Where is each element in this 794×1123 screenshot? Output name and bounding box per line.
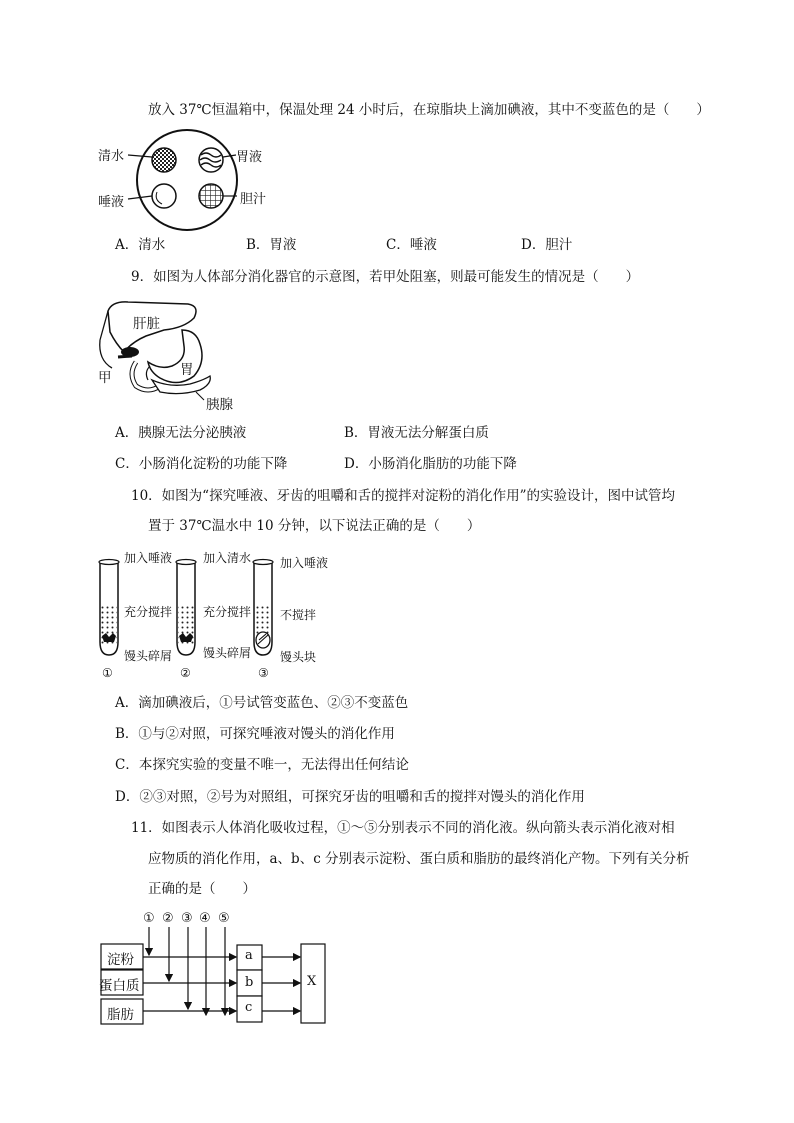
q10-option-d: D．②③对照，②号为对照组，可探究牙齿的咀嚼和舌的搅拌对馒头的消化作用 [115, 789, 585, 805]
q9-option-a: A．胰腺无法分泌胰液 [115, 425, 247, 441]
q10-option-b: B．①与②对照，可探究唾液对馒头的消化作用 [115, 726, 395, 742]
label-jia: 甲 [98, 370, 112, 386]
tube2-add: 加入清水 [203, 551, 252, 565]
fluid-5: ⑤ [218, 911, 230, 926]
q11-stem-line2: 应物质的消化作用，a、b、c 分别表示淀粉、蛋白质和脂肪的最终消化产物。下列有关分析 [148, 851, 690, 867]
label-pancreas: 胰腺 [206, 397, 233, 413]
substance-fat: 脂肪 [107, 1007, 134, 1023]
tube2-stir: 充分搅拌 [203, 605, 252, 619]
tube1-add: 加入唾液 [124, 551, 173, 565]
q8-option-d: D．胆汁 [521, 237, 573, 253]
label-liver: 肝脏 [133, 316, 160, 332]
label-saliva: 唾液 [98, 195, 125, 210]
tube1-food: 馒头碎屑 [124, 649, 173, 663]
q10-stem-line2: 置于 37℃温水中 10 分钟，以下说法正确的是（ ） [148, 518, 481, 534]
fluid-1: ① [143, 911, 155, 926]
fluid-2: ② [162, 911, 174, 926]
tube3-stir: 不搅拌 [280, 608, 317, 622]
q10-option-c: C．本探究实验的变量不唯一，无法得出任何结论 [115, 757, 409, 773]
tube3-add: 加入唾液 [280, 556, 329, 570]
q8-stem: 放入 37℃恒温箱中，保温处理 24 小时后，在琼脂块上滴加碘液，其中不变蓝色的是（ ） [148, 102, 710, 118]
tube2-food: 馒头碎屑 [203, 646, 252, 660]
q9-stem: 9．如图为人体部分消化器官的示意图，若甲处阻塞，则最可能发生的情况是（ ） [131, 269, 640, 285]
substance-protein: 蛋白质 [99, 978, 140, 994]
q9-option-b: B．胃液无法分解蛋白质 [344, 425, 489, 441]
label-bile: 胆汁 [240, 192, 267, 207]
fluid-4: ④ [199, 911, 211, 926]
label-stomach: 胃 [180, 362, 194, 378]
label-gastric: 胃液 [236, 150, 263, 165]
q11-stem-line1: 11．如图表示人体消化吸收过程，①～⑤分别表示不同的消化液。纵向箭头表示消化液对相 [131, 820, 675, 836]
tube1-stir: 充分搅拌 [124, 605, 173, 619]
q8-option-b: B．胃液 [246, 237, 297, 253]
q9-option-c: C．小肠消化淀粉的功能下降 [115, 456, 288, 472]
substance-starch: 淀粉 [107, 952, 134, 968]
tube1-num: ① [102, 666, 113, 680]
fluid-3: ③ [181, 911, 193, 926]
tube3-food: 馒头块 [280, 650, 317, 664]
q10-stem-line1: 10．如图为“探究唾液、牙齿的咀嚼和舌的搅拌对淀粉的消化作用”的实验设计，图中试管均 [131, 488, 675, 504]
product-b: b [245, 975, 254, 990]
product-c: c [245, 1000, 253, 1015]
label-water: 清水 [98, 149, 125, 164]
tube2-num: ② [180, 666, 191, 680]
result-x: X [307, 974, 317, 989]
q9-option-d: D．小肠消化脂肪的功能下降 [344, 456, 517, 472]
q8-option-a: A．清水 [115, 237, 166, 253]
tube3-num: ③ [258, 666, 269, 680]
q8-option-c: C．唾液 [386, 237, 437, 253]
product-a: a [245, 948, 253, 963]
q10-option-a: A．滴加碘液后，①号试管变蓝色、②③不变蓝色 [115, 695, 409, 711]
q11-stem-line3: 正确的是（ ） [148, 881, 256, 897]
